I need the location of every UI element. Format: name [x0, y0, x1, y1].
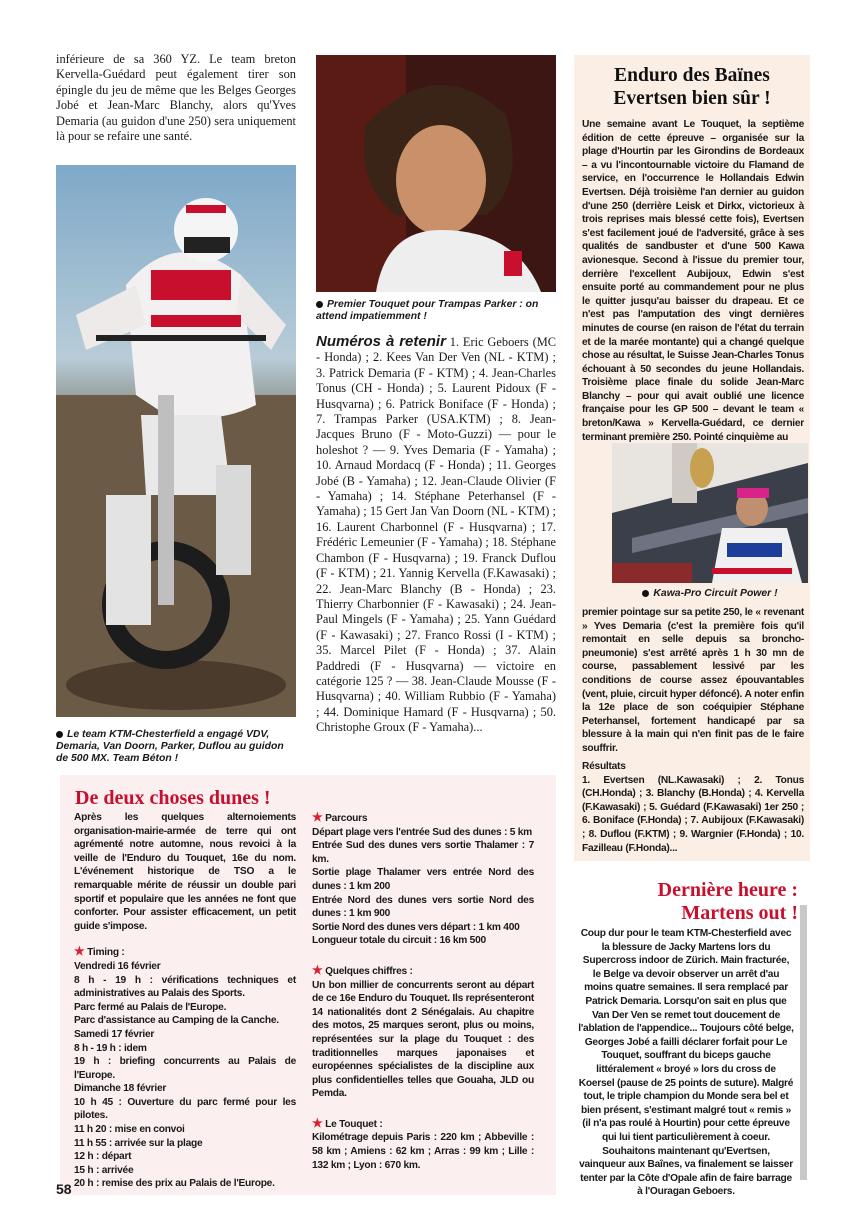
timing-line: 19 h : briefing concurrents au Palais de l'Europe.: [74, 1056, 296, 1081]
dunes-left-column: [74, 811, 296, 1191]
numeros-paragraph: [316, 334, 556, 736]
bullet-icon: [56, 731, 63, 738]
timing-line: Parc d'assistance au Camping de la Canche.: [74, 1015, 279, 1027]
kawa-photo-caption: Kawa-Pro Circuit Power !: [612, 588, 808, 600]
portrait-image: [316, 55, 556, 292]
timing-line: 11 h 20 : mise en convoi: [74, 1124, 185, 1136]
star-icon: ★: [312, 962, 323, 977]
timing-line: Parc fermé au Palais de l'Europe.: [74, 1001, 227, 1013]
timing-label: Timing :: [87, 947, 125, 959]
rider-photo-caption: Le team KTM-Chesterfield a engagé VDV, Demaria, Van Doorn, Parker, Duflou au guidon de 500 MX. Team Béton !: [56, 729, 284, 764]
dunes-right-column: [312, 811, 534, 1172]
bullet-icon: [316, 301, 323, 308]
touquet-label: Le Touquet :: [325, 1118, 383, 1130]
enduro-body-1: Une semaine avant Le Touquet, la septième édition de cette épreuve – organisée sur la plage d'Hourtin par les Girondins de Bordeaux – a vu l'incontournable victoire du Flamand de service, en l'occurrence le Hollandais Edwin Evertsen. Déjà troisième l'an dernier au guidon d'une 250 (derrière Leisk et Dirkx, victorieux à trois reprises mais blessé cette fois), Evertsen s'est facilement joué de l'adversité, grâce à ses qualités de sandbuster et d'une 500 Kawa avionesque. Second à l'issue du premier tour, derrière l'excellent Aubijoux, Edwin s'est ensuite porté au commandement pour ne plus le quitter jusqu'au baisser du drapeau. Et ce n'est pas l'amputation des vingt dernières minutes de course (en raison de l'état du terrain et de la marée montante) qui a changé quelque chose au résultat, le Suisse Jean-Charles Tonus échouant à 50 secondes du jeune Hollandais. Troisième place finale du solide Jean-Marc Blanchy – pour qui avait oublié une licence française pour les GP 500 – devant le team « breton/Kawa » Kervella-Guédard, ce dernier terminant première 250. Pointé cinquième au: [582, 119, 804, 443]
touquet-text: Kilométrage depuis Paris : 220 km ; Abbeville : 58 km ; Amiens : 62 km ; Arras : 99 km ; Lille : 132 km ; Lyon : 670 km.: [312, 1132, 534, 1171]
parcours-line: Sortie plage Thalamer vers entrée Nord des dunes : 1 km 200: [312, 867, 534, 892]
parker-photo-caption: Premier Touquet pour Trampas Parker : on attend impatiemment !: [316, 299, 539, 322]
timing-line: 15 h : arrivée: [74, 1164, 134, 1176]
intro-paragraph: inférieure de sa 360 YZ. Le team breton Kervella-Guédard peut également tirer son épingle du jeu de même que les Belges Georges Jobé et Jean-Marc Blanchy, alors qu'Yves Demaria (au guidon d'une 250) sera uniquement là pour se refaire une santé.: [56, 52, 296, 144]
derniere-title-line1: Dernière heure :: [657, 879, 798, 901]
dunes-intro: Après les quelques alternoiements organisation-mairie-armée de terre qui ont agrémenté notre automne, nous revoici à la veille de l'Enduro du Touquet, 16e du nom. L'événement historique de TSO a le remarquable mérite de réussir un double pari sportif et populaire que les années ne font que conforter. Pour assister efficacement, un petit guide s'impose.: [74, 812, 296, 932]
enduro-title-line1: Enduro des Baïnes: [614, 65, 770, 86]
chiffres-text: Un bon millier de concurrents seront au départ de ce 16e Enduro du Touquet. Ils représenteront 14 nationalités dont 2 Sénégalais. Au chapitre des motos, 25 marques seront, plus ou moins, représentées sur la plage du Touquet : des traditionnelles marques japonaises et européennes spécialistes de la discipline aux plus confidentielles telles que Gouaha, JLD ou Pemda.: [312, 979, 534, 1100]
timing-line: Samedi 17 février: [74, 1028, 155, 1040]
side-rule: [800, 905, 807, 1180]
kawa-photo: [612, 443, 808, 583]
parcours-line: Départ plage vers l'entrée Sud des dunes : 5 km: [312, 826, 532, 838]
timing-line: 8 h - 19 h : vérifications techniques et administratives au Palais des Sports.: [74, 974, 296, 1000]
parcours-line: Longueur totale du circuit : 16 km 500: [312, 935, 486, 947]
parcours-line: Sortie Nord des dunes vers départ : 1 km 400: [312, 921, 520, 933]
parker-photo: [316, 55, 556, 292]
star-icon: ★: [312, 810, 323, 824]
timing-line: 11 h 55 : arrivée sur la plage: [74, 1137, 203, 1149]
numeros-text: 1. Eric Geboers (MC - Honda) ; 2. Kees Van Der Ven (NL - KTM) ; 3. Patrick Demaria (F - KTM) ; 4. Jean-Charles Tonus (CH - Honda) ; 5. Laurent Pidoux (F - Husqvarna) ; 6. Patrick Boniface (F - Honda) ; 7. Trampas Parker (USA.KTM) ; 8. Jean-Jacques Bruno (F - Moto-Guzzi) — pour le holeshot ? — 9. Yves Demaria (F - Yamaha) ; 10. Arnaud Mordacq (F - Honda) ; 11. Georges Jobé (B - Yamaha) ; 12. Jean-Claude Olivier (F - Yamaha) ; 14. Stéphane Peterhansel (F - Yamaha) ; 15 Gert Jan Van Doorn (NL - KTM) ; 16. Laurent Charbonnel (F - Husqvarna) ; 17. Frédéric Lemeunier (F - Yamaha) ; 18. Stéphane Chambon (F - Husqvarna) ; 19. Franck Duflou (F - KTM) ; 21. Yannig Kervella (F.Kawasaki) ; 22. Jean-Marc Blanchy (B - Honda) ; 23. Thierry Charbonnier (F - Kawasaki) ; 24. Jean-Paul Mingels (F - Yamaha) ; 25. Yann Guédard (F - Kawasaki) ; 27. Franco Rossi (I - KTM) ; 35. Marcel Pilet (F - Honda) ; 37. Alain Paddredi (F - Husqvarna) — victoire en catégorie 125 ? — 38. Jean-Claude Mousse (F - Husqvarna) ; 40. William Rubbio (F - Yamaha) ; 44. Dominique Hamard (F - Husqvarna) ; 50. Christophe Groux (F - Yamaha)...: [316, 335, 556, 735]
timing-line: 10 h 45 : Ouverture du parc fermé pour les pilotes.: [74, 1096, 296, 1122]
derniere-body: Coup dur pour le team KTM-Chesterfield avec la blessure de Jacky Martens lors du Supercross indoor de Zürich. Main fracturée, le Belge va devoir observer un arrêt d'au moins quatre semaines. Il sera remplacé par Patrick Demaria. Lorsqu'on sait en plus que Van Der Ven se remet tout doucement de l'ablation de l'appendice... Toujours côté belge, Georges Jobé a failli déclarer forfait pour Le Touquet, souffrant du biceps gauche littéralement « broyé » lors du cross de Koersel (pause de 25 points de suture). Malgré tout, le triple champion du Monde sera bel et bien présent, s'estimant malgré tout « remis » (il n'a pas roulé à Hourtin) pour cette épreuve qui lui tient particulièrement à coeur. Souhaitons maintenant qu'Evertsen, vainqueur aux Baînes, va finalement se laisser tenter par la Côte d'Opale afin de faire barrage à l'Ouragan Geboers.: [578, 928, 794, 1198]
parcours-label: Parcours: [325, 813, 368, 824]
timing-line: 20 h : remise des prix au Palais de l'Europe.: [74, 1178, 275, 1190]
timing-line: Vendredi 16 février: [74, 960, 161, 972]
bullet-icon: [642, 590, 649, 597]
enduro-body-2: premier pointage sur sa petite 250, le « revenant » Yves Demaria (c'est la première fois qu'il remontait en selle depuis sa broncho-pneumonie) s'est arrêté après 1 h 30 mn de course, passablement lessivé par les conditions de course assez épouvantables (vent, pluie, circuit hyper défoncé). A noter enfin la 12e place de son coéquipier Stéphane Peterhansel, fortement handicapé par sa blessure à la main qui n'en finit pas de le faire souffrir.: [582, 607, 804, 754]
podium-image: [612, 443, 808, 583]
timing-line: Dimanche 18 février: [74, 1083, 167, 1095]
parcours-line: Entrée Nord des dunes vers sortie Nord des dunes : 1 km 900: [312, 894, 534, 920]
derniere-title: [578, 879, 798, 925]
results-text: 1. Evertsen (NL.Kawasaki) ; 2. Tonus (CH.Honda) ; 3. Blanchy (B.Honda) ; 4. Kervella (F.Kawasaki) ; 5. Guédard (F.Kawasaki) 1er 250 ; 6. Boniface (F.Honda) ; 7. Aubijoux (F.Kawasaki) ; 8. Duflou (F.KTM) ; 9. Wargnier (F.Honda) ; 10. Fazilleau (F.Honda)...: [582, 774, 804, 854]
timing-line: 8 h - 19 h : idem: [74, 1042, 147, 1054]
enduro-title: [574, 64, 810, 110]
results-label: Résultats: [582, 761, 626, 772]
motocross-rider-image: [56, 165, 296, 717]
enduro-title-line2: Evertsen bien sûr !: [613, 88, 771, 109]
parcours-line: Entrée Sud des dunes vers sortie Thalamer : 7 km.: [312, 840, 534, 865]
page-number: 58: [56, 1181, 72, 1197]
star-icon: ★: [312, 1115, 323, 1130]
dunes-title: De deux choses dunes !: [75, 787, 271, 809]
derniere-title-line2: Martens out !: [681, 902, 798, 924]
star-icon: ★: [74, 944, 85, 959]
timing-line: 12 h : départ: [74, 1151, 132, 1163]
enduro-results: [582, 760, 804, 855]
chiffres-label: Quelques chiffres :: [325, 965, 413, 977]
rider-photo: [56, 165, 296, 717]
numeros-heading: Numéros à retenir: [316, 333, 446, 350]
